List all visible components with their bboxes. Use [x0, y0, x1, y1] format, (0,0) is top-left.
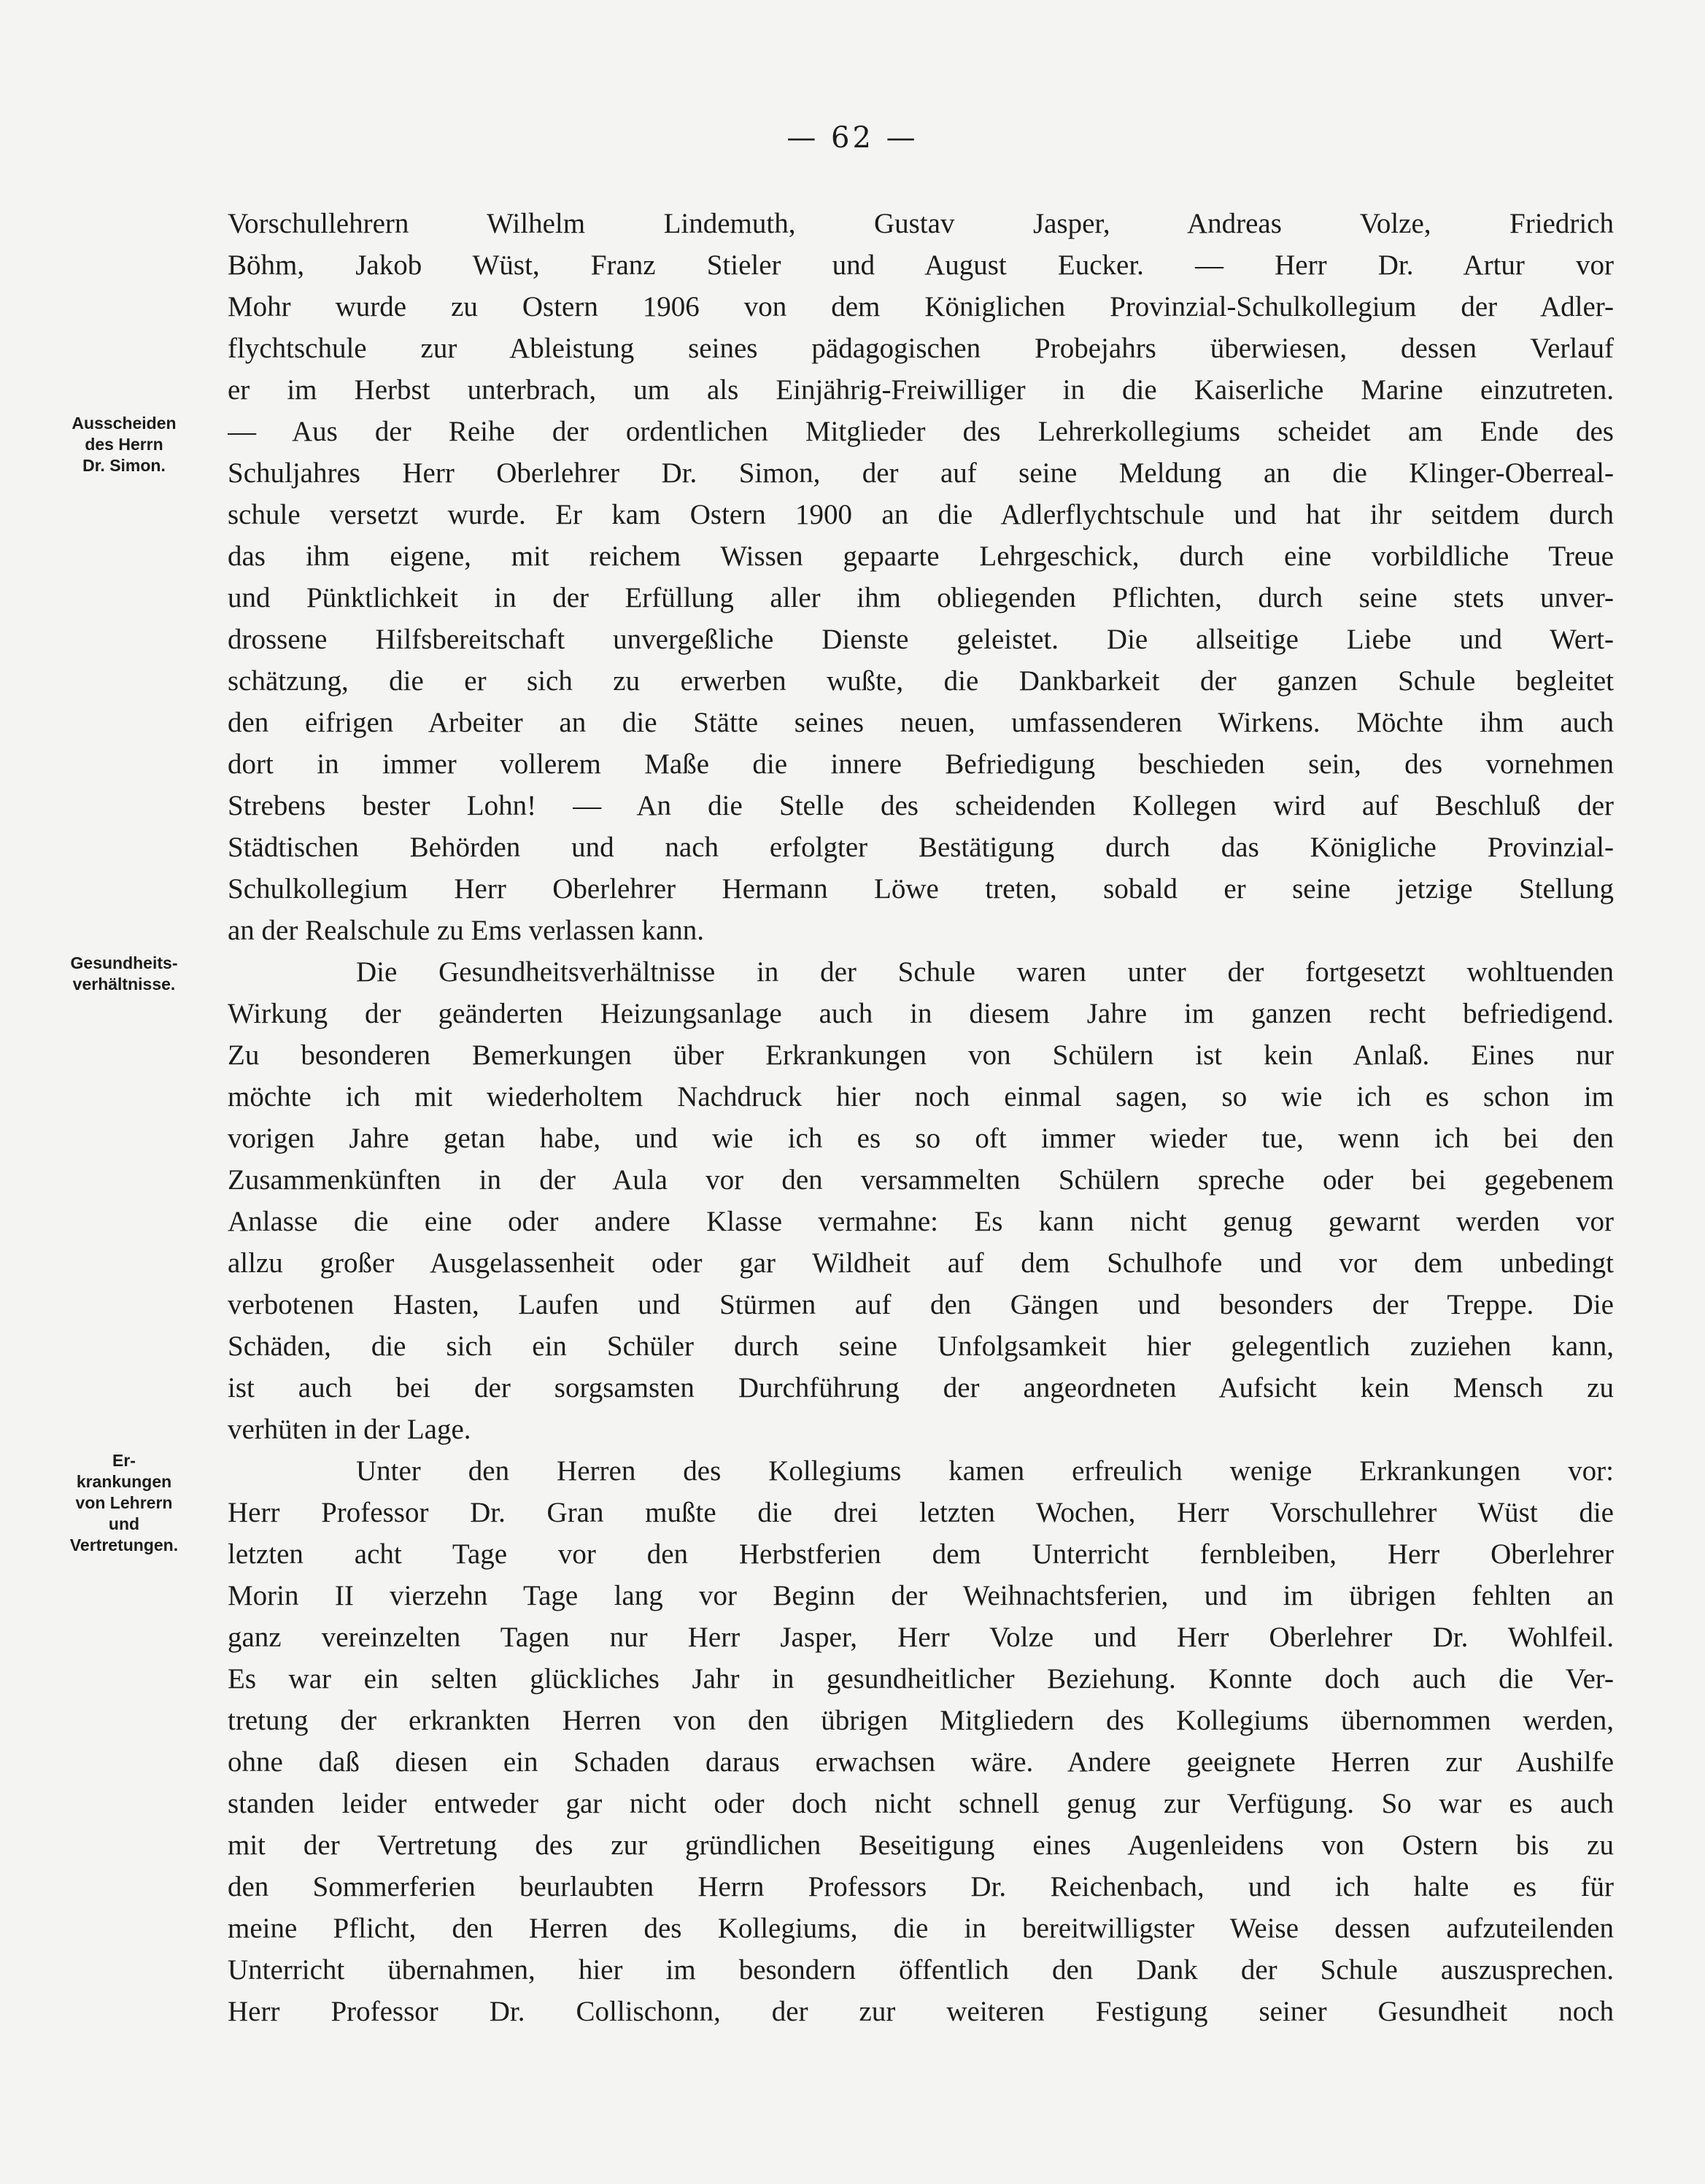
sidenote-line: von Lehrern — [75, 1493, 173, 1512]
text-line: ist auch bei der sorgsamsten Durchführung der angeordneten Aufsicht kein Mensch zu — [228, 1372, 1614, 1403]
page-number: — 62 — — [786, 121, 919, 155]
sidenote-ausscheiden — [36, 413, 212, 476]
text-line: ohne daß diesen ein Schaden daraus erwachsen wäre. Andere geeignete Herren zur Aushilfe — [228, 1746, 1614, 1778]
text-line: er im Herbst unterbrach, um als Einjährig-Freiwilliger in die Kaiserliche Marine einzutreten. — [228, 374, 1614, 406]
sidenote-line: Dr. Simon. — [82, 456, 166, 475]
text-line: ganz vereinzelten Tagen nur Herr Jasper, Herr Volze und Herr Oberlehrer Dr. Wohlfeil. — [228, 1622, 1614, 1653]
text-line: Böhm, Jakob Wüst, Franz Stieler und August Eucker. — Herr Dr. Artur vor — [228, 249, 1614, 281]
text-line: Die Gesundheitsverhältnisse in der Schule waren unter der fortgesetzt wohltuenden — [356, 956, 1614, 988]
text-line: Wirkung der geänderten Heizungsanlage auch in diesem Jahre im ganzen recht befriedigend. — [228, 998, 1614, 1029]
text-line: vorigen Jahre getan habe, und wie ich es so oft immer wieder tue, wenn ich bei den — [228, 1123, 1614, 1154]
text-line: Herr Professor Dr. Gran mußte die drei letzten Wochen, Herr Vorschullehrer Wüst die — [228, 1497, 1614, 1528]
sidenote-line: Er- — [112, 1451, 136, 1470]
text-line: Städtischen Behörden und nach erfolgter Bestätigung durch das Königliche Provinzial- — [228, 832, 1614, 863]
text-line: das ihm eigene, mit reichem Wissen gepaarte Lehrgeschick, durch eine vorbildliche Treue — [228, 541, 1614, 572]
text-line: Herr Professor Dr. Collischonn, der zur weiteren Festigung seiner Gesundheit noch — [228, 1996, 1614, 2027]
text-line: schule versetzt wurde. Er kam Ostern 1900 an die Adlerflychtschule und hat ihr seitdem durch — [228, 499, 1614, 530]
text-line: Schäden, die sich ein Schüler durch seine Unfolgsamkeit hier gelegentlich zuziehen kann, — [228, 1331, 1614, 1362]
sidenote-line: Gesundheits- — [70, 953, 178, 972]
text-line: Schulkollegium Herr Oberlehrer Hermann Löwe treten, sobald er seine jetzige Stellung — [228, 873, 1614, 905]
text-line: letzten acht Tage vor den Herbstferien dem Unterricht fernbleiben, Herr Oberlehrer — [228, 1538, 1614, 1570]
text-line: verbotenen Hasten, Laufen und Stürmen auf den Gängen und besonders der Treppe. Die — [228, 1289, 1614, 1320]
body-text — [228, 203, 1614, 2032]
text-line: den Sommerferien beurlaubten Herrn Professors Dr. Reichenbach, und ich halte es für — [228, 1871, 1614, 1902]
text-line: allzu großer Ausgelassenheit oder gar Wildheit auf dem Schulhofe und vor dem unbedingt — [228, 1247, 1614, 1279]
text-line: — Aus der Reihe der ordentlichen Mitglieder des Lehrerkollegiums scheidet am Ende des — [228, 416, 1614, 447]
text-line: an der Realschule zu Ems verlassen kann. — [228, 915, 705, 946]
sidenote-line: Vertretungen. — [69, 1536, 179, 1554]
text-line: Zu besonderen Bemerkungen über Erkrankungen von Schülern ist kein Anlaß. Eines nur — [228, 1039, 1614, 1071]
text-line: drossene Hilfsbereitschaft unvergeßliche Dienste geleistet. Die allseitige Liebe und Wert- — [228, 624, 1614, 655]
sidenote-line: und — [108, 1514, 140, 1533]
sidenote-line: krankungen — [76, 1472, 172, 1491]
sidenote-gesundheit — [36, 953, 212, 995]
sidenote-line: des Herrn — [85, 435, 163, 454]
text-line: Unter den Herren des Kollegiums kamen erfreulich wenige Erkrankungen vor: — [356, 1455, 1614, 1487]
text-line: Schuljahres Herr Oberlehrer Dr. Simon, der auf seine Meldung an die Klinger-Oberreal- — [228, 457, 1614, 489]
text-line: möchte ich mit wiederholtem Nachdruck hier noch einmal sagen, so wie ich es schon im — [228, 1081, 1614, 1112]
text-line: Vorschullehrern Wilhelm Lindemuth, Gustav Jasper, Andreas Volze, Friedrich — [228, 208, 1614, 239]
text-line: und Pünktlichkeit in der Erfüllung aller ihm obliegenden Pflichten, durch seine stets unver- — [228, 582, 1614, 613]
text-line: flychtschule zur Ableistung seines pädagogischen Probejahrs überwiesen, dessen Verlauf — [228, 333, 1614, 364]
text-line: Morin II vierzehn Tage lang vor Beginn der Weihnachtsferien, und im übrigen fehlten an — [228, 1580, 1614, 1611]
text-line: Es war ein selten glückliches Jahr in gesundheitlicher Beziehung. Konnte doch auch die Ver- — [228, 1663, 1614, 1695]
text-line: schätzung, die er sich zu erwerben wußte, die Dankbarkeit der ganzen Schule begleitet — [228, 665, 1614, 697]
text-line: tretung der erkrankten Herren von den übrigen Mitgliedern des Kollegiums übernommen werden, — [228, 1705, 1614, 1736]
text-line: Unterricht übernahmen, hier im besondern öffentlich den Dank der Schule auszusprechen. — [228, 1954, 1614, 1986]
text-line: verhüten in der Lage. — [228, 1414, 471, 1445]
text-line: Strebens bester Lohn! — An die Stelle des scheidenden Kollegen wird auf Beschluß der — [228, 790, 1614, 821]
sidenote-erkrankungen — [36, 1450, 212, 1556]
sidenote-line: verhältnisse. — [72, 975, 176, 994]
text-line: dort in immer vollerem Maße die innere Befriedigung beschieden sein, des vornehmen — [228, 748, 1614, 780]
text-line: Mohr wurde zu Ostern 1906 von dem Königlichen Provinzial-Schulkollegium der Adler- — [228, 291, 1614, 322]
sidenote-line: Ausscheiden — [71, 414, 177, 433]
text-line: Zusammenkünften in der Aula vor den versammelten Schülern spreche oder bei gegebenem — [228, 1164, 1614, 1196]
text-line: meine Pflicht, den Herren des Kollegiums, die in bereitwilligster Weise dessen aufzuteilenden — [228, 1913, 1614, 1944]
text-line: mit der Vertretung des zur gründlichen Beseitigung eines Augenleidens von Ostern bis zu — [228, 1829, 1614, 1861]
text-line: standen leider entweder gar nicht oder doch nicht schnell genug zur Verfügung. So war es auch — [228, 1788, 1614, 1819]
text-line: Anlasse die eine oder andere Klasse vermahne: Es kann nicht genug gewarnt werden vor — [228, 1206, 1614, 1237]
text-line: den eifrigen Arbeiter an die Stätte seines neuen, umfassenderen Wirkens. Möchte ihm auch — [228, 707, 1614, 738]
